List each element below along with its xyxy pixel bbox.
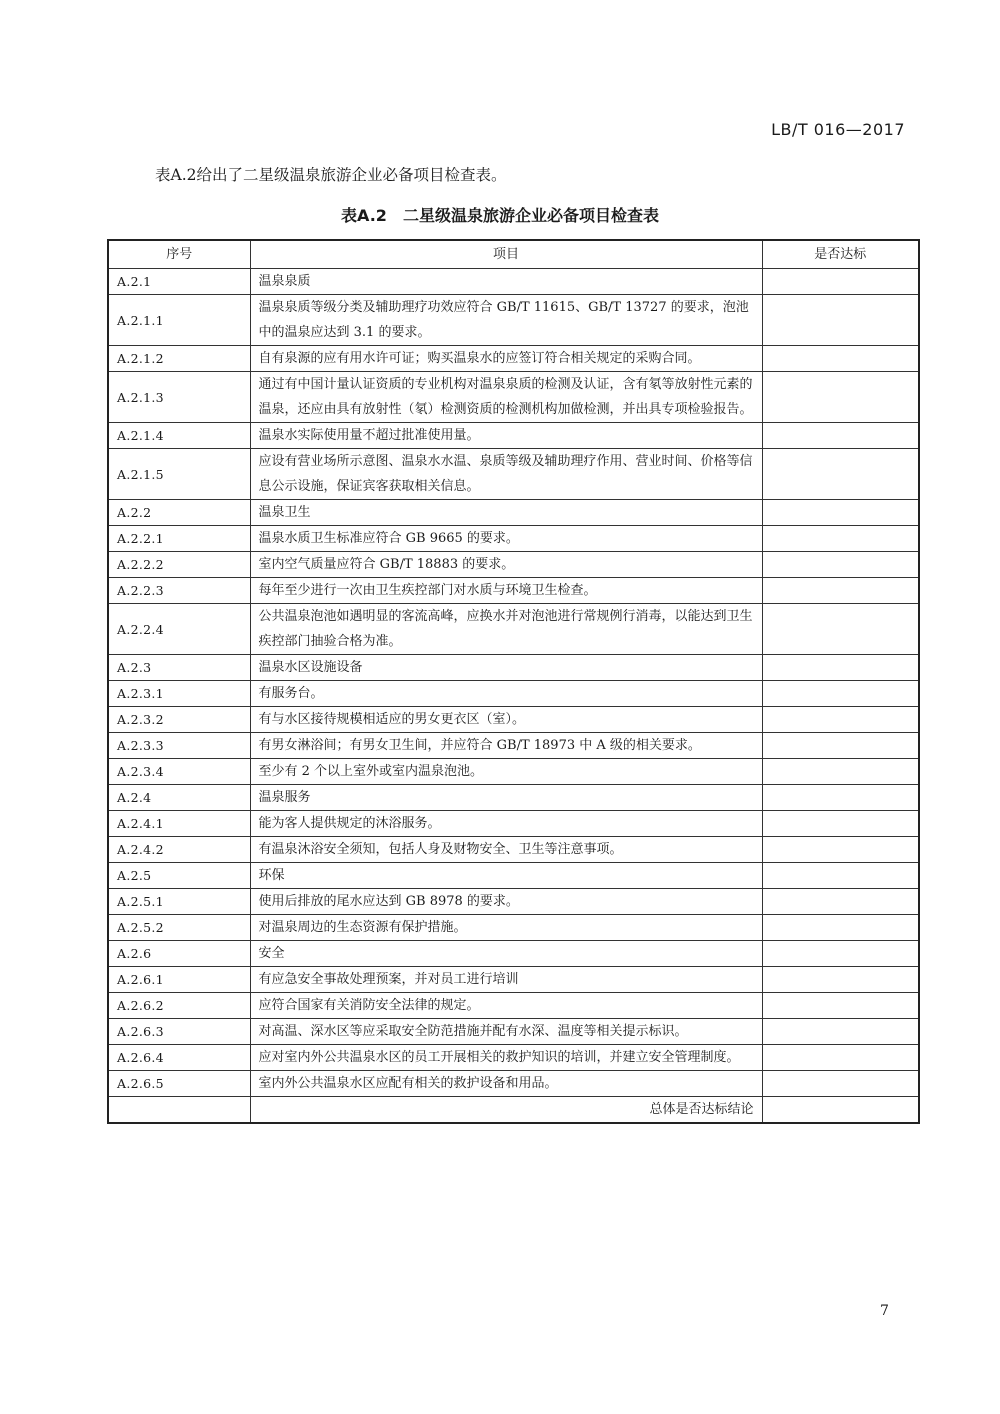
row-item: 安全 <box>250 941 762 967</box>
table-row <box>108 915 919 941</box>
row-serial: A.2.2.1 <box>108 526 250 552</box>
table-row <box>108 681 919 707</box>
table-row <box>108 372 919 423</box>
row-serial: A.2.1.3 <box>108 372 250 423</box>
row-item: 应符合国家有关消防安全法律的规定。 <box>250 993 762 1019</box>
header-item: 项目 <box>250 240 762 269</box>
table-row <box>108 449 919 500</box>
row-serial: A.2.4 <box>108 785 250 811</box>
row-item: 温泉泉质等级分类及辅助理疗功效应符合 GB/T 11615、GB/T 13727 的要求，泡池中的温泉应达到 3.1 的要求。 <box>250 295 762 346</box>
row-item: 环保 <box>250 863 762 889</box>
row-compliance-cell[interactable] <box>762 941 919 967</box>
intro-text: 表A.2给出了二星级温泉旅游企业必备项目检查表。 <box>155 166 507 184</box>
row-serial: A.2.4.2 <box>108 837 250 863</box>
row-compliance-cell[interactable] <box>762 346 919 372</box>
table-row <box>108 863 919 889</box>
row-item: 室内空气质量应符合 GB/T 18883 的要求。 <box>250 552 762 578</box>
row-item: 公共温泉泡池如遇明显的客流高峰，应换水并对泡池进行常规例行消毒，以能达到卫生疾控部门抽验合格为准。 <box>250 604 762 655</box>
row-serial: A.2.2.3 <box>108 578 250 604</box>
row-serial: A.2.3.2 <box>108 707 250 733</box>
row-item: 对高温、深水区等应采取安全防范措施并配有水深、温度等相关提示标识。 <box>250 1019 762 1045</box>
row-item: 室内外公共温泉水区应配有相关的救护设备和用品。 <box>250 1071 762 1097</box>
row-compliance-cell[interactable] <box>762 1071 919 1097</box>
checklist-table <box>107 239 920 1124</box>
row-serial: A.2.4.1 <box>108 811 250 837</box>
row-serial: A.2.3.4 <box>108 759 250 785</box>
row-compliance-cell[interactable] <box>762 423 919 449</box>
table-row <box>108 578 919 604</box>
row-serial: A.2.1.4 <box>108 423 250 449</box>
row-serial: A.2.3.3 <box>108 733 250 759</box>
table-row <box>108 1019 919 1045</box>
table-row <box>108 811 919 837</box>
table-row <box>108 889 919 915</box>
row-serial: A.2.5 <box>108 863 250 889</box>
table-row <box>108 552 919 578</box>
row-serial: A.2.6.5 <box>108 1071 250 1097</box>
table-header-row <box>108 240 919 269</box>
row-item: 应对室内外公共温泉水区的员工开展相关的救护知识的培训，并建立安全管理制度。 <box>250 1045 762 1071</box>
row-serial: A.2.1.5 <box>108 449 250 500</box>
header-compliance: 是否达标 <box>762 240 919 269</box>
row-item: 自有泉源的应有用水许可证；购买温泉水的应签订符合相关规定的采购合同。 <box>250 346 762 372</box>
table-row <box>108 993 919 1019</box>
row-item: 有服务台。 <box>250 681 762 707</box>
row-item: 通过有中国计量认证资质的专业机构对温泉泉质的检测及认证，含有氡等放射性元素的温泉，还应由具有放射性（氡）检测资质的检测机构加做检测，并出具专项检验报告。 <box>250 372 762 423</box>
table-row <box>108 295 919 346</box>
row-compliance-cell[interactable] <box>762 863 919 889</box>
row-serial: A.2.6.2 <box>108 993 250 1019</box>
row-compliance-cell[interactable] <box>762 811 919 837</box>
row-serial: A.2.1.2 <box>108 346 250 372</box>
row-item: 温泉服务 <box>250 785 762 811</box>
summary-serial <box>108 1097 250 1124</box>
row-compliance-cell[interactable] <box>762 1045 919 1071</box>
row-serial: A.2.1 <box>108 269 250 295</box>
row-item: 至少有 2 个以上室外或室内温泉泡池。 <box>250 759 762 785</box>
row-compliance-cell[interactable] <box>762 552 919 578</box>
table-row <box>108 269 919 295</box>
table-row <box>108 941 919 967</box>
row-item: 温泉泉质 <box>250 269 762 295</box>
row-serial: A.2.3.1 <box>108 681 250 707</box>
summary-label: 总体是否达标结论 <box>250 1097 762 1124</box>
table-row <box>108 655 919 681</box>
summary-row <box>108 1097 919 1124</box>
row-compliance-cell[interactable] <box>762 707 919 733</box>
row-item: 温泉水区设施设备 <box>250 655 762 681</box>
row-item: 有与水区接待规模相适应的男女更衣区（室）。 <box>250 707 762 733</box>
table-row <box>108 1071 919 1097</box>
row-compliance-cell[interactable] <box>762 1019 919 1045</box>
row-compliance-cell[interactable] <box>762 449 919 500</box>
row-compliance-cell[interactable] <box>762 733 919 759</box>
row-serial: A.2.2.2 <box>108 552 250 578</box>
row-compliance-cell[interactable] <box>762 500 919 526</box>
row-compliance-cell[interactable] <box>762 372 919 423</box>
row-serial: A.2.2 <box>108 500 250 526</box>
summary-compliance-cell[interactable] <box>762 1097 919 1124</box>
row-serial: A.2.3 <box>108 655 250 681</box>
table-row <box>108 785 919 811</box>
row-compliance-cell[interactable] <box>762 578 919 604</box>
row-item: 能为客人提供规定的沐浴服务。 <box>250 811 762 837</box>
row-serial: A.2.6.4 <box>108 1045 250 1071</box>
row-serial: A.2.2.4 <box>108 604 250 655</box>
header-serial: 序号 <box>108 240 250 269</box>
table-row <box>108 837 919 863</box>
table-row <box>108 1045 919 1071</box>
row-item: 温泉水实际使用量不超过批准使用量。 <box>250 423 762 449</box>
table-row <box>108 346 919 372</box>
row-item: 对温泉周边的生态资源有保护措施。 <box>250 915 762 941</box>
table-row <box>108 967 919 993</box>
row-serial: A.2.6.1 <box>108 967 250 993</box>
table-row <box>108 500 919 526</box>
row-item: 有应急安全事故处理预案，并对员工进行培训 <box>250 967 762 993</box>
row-compliance-cell[interactable] <box>762 295 919 346</box>
page-number: 7 <box>880 1303 889 1319</box>
row-compliance-cell[interactable] <box>762 269 919 295</box>
row-serial: A.2.5.1 <box>108 889 250 915</box>
row-compliance-cell[interactable] <box>762 915 919 941</box>
row-serial: A.2.6.3 <box>108 1019 250 1045</box>
row-compliance-cell[interactable] <box>762 837 919 863</box>
row-item: 温泉卫生 <box>250 500 762 526</box>
table-row <box>108 733 919 759</box>
row-item: 应设有营业场所示意图、温泉水水温、泉质等级及辅助理疗作用、营业时间、价格等信息公示设施，保证宾客获取相关信息。 <box>250 449 762 500</box>
table-row <box>108 707 919 733</box>
row-compliance-cell[interactable] <box>762 655 919 681</box>
table-row <box>108 526 919 552</box>
document-code: LB/T 016—2017 <box>771 120 905 139</box>
row-item: 每年至少进行一次由卫生疾控部门对水质与环境卫生检查。 <box>250 578 762 604</box>
row-compliance-cell[interactable] <box>762 993 919 1019</box>
row-item: 有男女淋浴间；有男女卫生间，并应符合 GB/T 18973 中 A 级的相关要求。 <box>250 733 762 759</box>
row-compliance-cell[interactable] <box>762 889 919 915</box>
row-serial: A.2.6 <box>108 941 250 967</box>
row-serial: A.2.1.1 <box>108 295 250 346</box>
row-serial: A.2.5.2 <box>108 915 250 941</box>
row-item: 温泉水质卫生标准应符合 GB 9665 的要求。 <box>250 526 762 552</box>
table-row <box>108 604 919 655</box>
table-row <box>108 759 919 785</box>
row-compliance-cell[interactable] <box>762 785 919 811</box>
row-item: 使用后排放的尾水应达到 GB 8978 的要求。 <box>250 889 762 915</box>
table-title: 表A.2 二星级温泉旅游企业必备项目检查表 <box>341 206 659 225</box>
row-compliance-cell[interactable] <box>762 967 919 993</box>
table-row <box>108 423 919 449</box>
row-compliance-cell[interactable] <box>762 604 919 655</box>
row-compliance-cell[interactable] <box>762 526 919 552</box>
row-item: 有温泉沐浴安全须知，包括人身及财物安全、卫生等注意事项。 <box>250 837 762 863</box>
row-compliance-cell[interactable] <box>762 759 919 785</box>
row-compliance-cell[interactable] <box>762 681 919 707</box>
